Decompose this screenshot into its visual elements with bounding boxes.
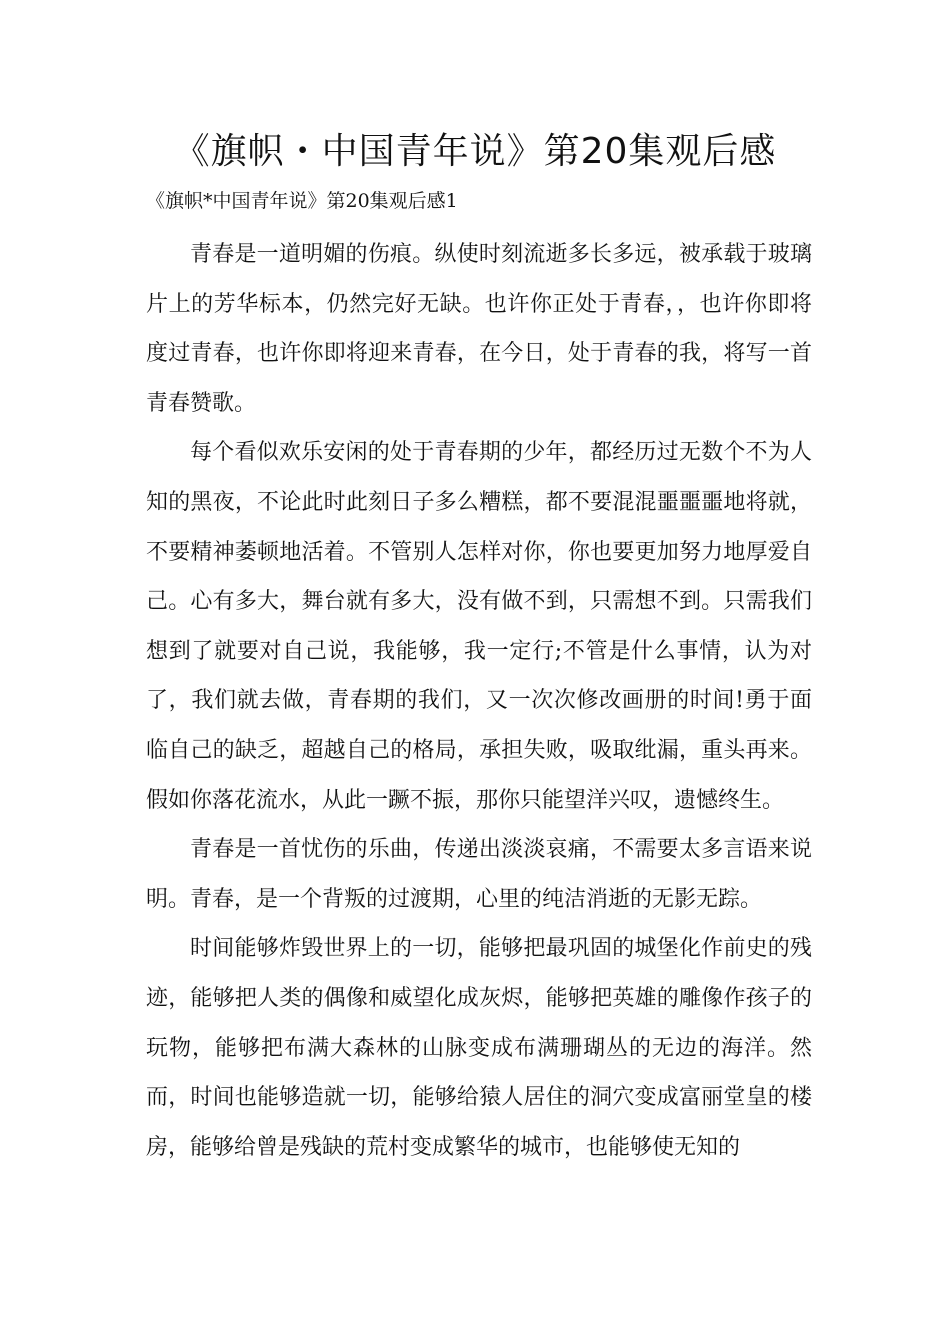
- paragraph-2: 每个看似欢乐安闲的处于青春期的少年，都经历过无数个不为人知的黑夜，不论此时此刻日子多么糟糕，都不要混混噩噩噩地将就，不要精神萎顿地活着。不管别人怎样对你，你也要更加努力地厚爱自己。心有多大，舞台就有多大，没有做不到，只需想不到。只需我们想到了就要对自己说，我能够，我一定行;不管是什么事情，认为对了，我们就去做，青春期的我们，又一次次修改画册的时间!勇于面临自己的缺乏，超越自己的格局，承担失败，吸取纰漏，重头再来。假如你落花流水，从此一蹶不振，那你只能望洋兴叹，遗憾终生。: [146, 440, 812, 813]
- paragraph-1: 青春是一道明媚的伤痕。纵使时刻流逝多长多远，被承载于玻璃片上的芳华标本，仍然完好无缺。也许你正处于青春，，也许你即将度过青春，也许你即将迎来青春，在今日，处于青春的我，将写一首青春赞歌。: [146, 242, 812, 416]
- document-title: 《旗帜・中国青年说》第20集观后感: [173, 131, 777, 172]
- paragraph-3: 青春是一首忧伤的乐曲，传递出淡淡哀痛，不需要太多言语来说明。青春，是一个背叛的过渡期，心里的纯洁消逝的无影无踪。: [146, 837, 812, 912]
- document-body: [146, 230, 812, 1172]
- document-subtitle: 《旗帜*中国青年说》第20集观后感1: [146, 190, 458, 212]
- paragraph-4: 时间能够炸毁世界上的一切，能够把最巩固的城堡化作前史的残迹，能够把人类的偶像和威望化成灰烬，能够把英雄的雕像作孩子的玩物，能够把布满大森林的山脉变成布满珊瑚丛的无边的海洋。然而，时间也能够造就一切，能够给猿人居住的洞穴变成富丽堂皇的楼房，能够给曾是残缺的荒村变成繁华的城市，也能够使无知的: [146, 936, 812, 1160]
